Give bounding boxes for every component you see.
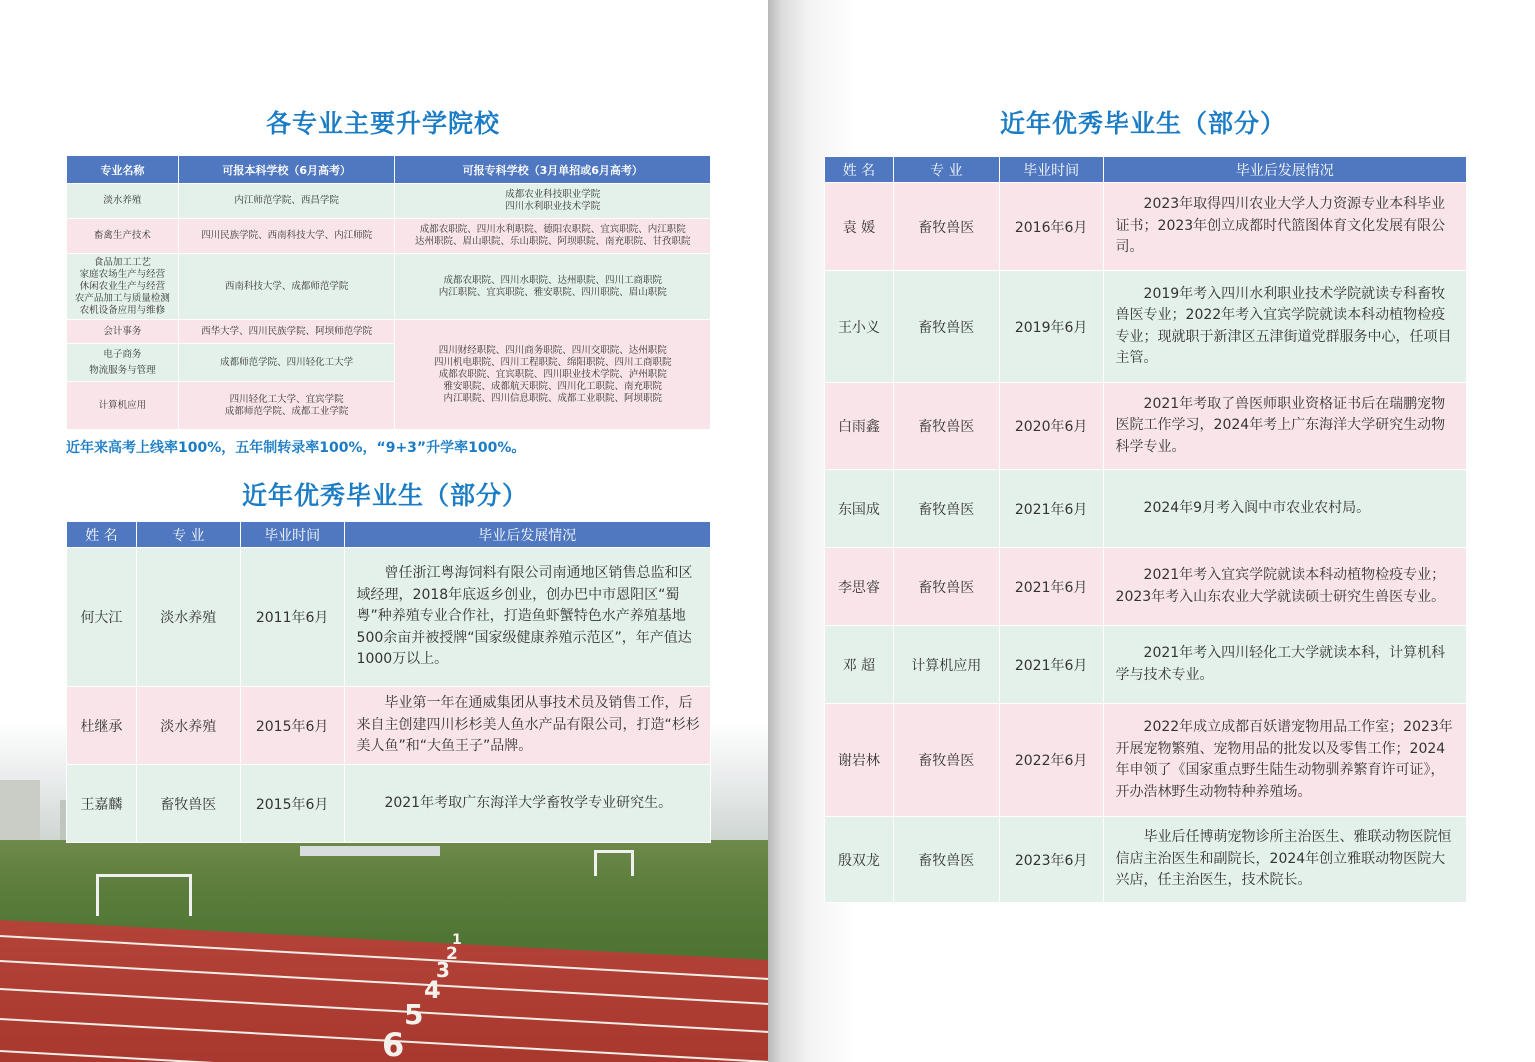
grad-major: 淡水养殖 xyxy=(136,548,240,687)
column-header: 毕业后发展情况 xyxy=(344,522,710,548)
graduates-table xyxy=(824,156,1467,903)
table-row xyxy=(825,383,1467,470)
college-cell xyxy=(395,254,711,320)
undergrad-cell: 内江师范学院、西昌学院 xyxy=(178,184,395,219)
table-row xyxy=(825,626,1467,704)
grad-major: 畜牧兽医 xyxy=(893,383,999,470)
lane-number: 4 xyxy=(424,976,441,1004)
cell-line: 农产品加工与质量检测 xyxy=(74,292,170,304)
column-header: 可报专科学校（3月单招或6月高考） xyxy=(395,156,711,184)
cell-line: 成都师范学院、成都工业学院 xyxy=(224,405,349,417)
major-cell: 淡水养殖 xyxy=(67,184,179,219)
background-building xyxy=(0,780,40,840)
undergrad-cell: 西南科技大学、成都师范学院 xyxy=(178,254,395,320)
table-row xyxy=(825,183,1467,271)
table-row xyxy=(825,548,1467,626)
grad-description: 2021年考入宜宾学院就读本科动植物检疫专业；2023年考入山东农业大学就读硕士研究生兽医专业。 xyxy=(1103,548,1466,626)
table-header-row xyxy=(67,522,711,548)
cell-line: 成都农职院、四川水职院、达州职院、四川工商职院 xyxy=(443,274,662,286)
major-cell: 畜禽生产技术 xyxy=(67,219,179,254)
grad-description: 毕业第一年在通威集团从事技术员及销售工作，后来自主创建四川杉杉美人鱼水产品有限公司，打造“杉杉美人鱼”和“大鱼王子”品牌。 xyxy=(344,687,710,765)
column-header: 姓 名 xyxy=(825,157,894,183)
major-cell xyxy=(67,344,179,382)
grad-date: 2011年6月 xyxy=(240,548,344,687)
grad-date: 2023年6月 xyxy=(999,817,1103,903)
column-header: 专 业 xyxy=(893,157,999,183)
column-header: 专业名称 xyxy=(67,156,179,184)
grad-description: 2019年考入四川水利职业技术学院就读专科畜牧兽医专业；2022年考入宜宾学院就读本科动植物检疫专业；现就职于新津区五津街道党群服务中心，任项目主管。 xyxy=(1103,271,1466,383)
grad-description: 2023年取得四川农业大学人力资源专业本科毕业证书；2023年创立成都时代篮图体育文化发展有限公司。 xyxy=(1103,183,1466,271)
lane-number: 3 xyxy=(436,958,450,982)
grad-major: 畜牧兽医 xyxy=(893,817,999,903)
cell-line: 四川机电职院、四川工程职院、绵阳职院、四川工商职院 xyxy=(433,356,672,368)
cell-line: 四川水利职业技术学院 xyxy=(505,201,601,212)
grad-name: 邓 超 xyxy=(825,626,894,704)
column-header: 姓 名 xyxy=(67,522,137,548)
college-cell xyxy=(395,184,711,219)
grad-description: 2021年考取了兽医师职业资格证书后在瑞鹏宠物医院工作学习，2024年考上广东海洋大学研究生动物科学专业。 xyxy=(1103,383,1466,470)
cell-line: 内江职院、宜宾职院、雅安职院、四川职院、眉山职院 xyxy=(438,286,667,298)
cell-line: 成都农职院、四川水利职院、德阳农职院、宜宾职院、内江职院 xyxy=(419,224,686,235)
grad-name: 白雨鑫 xyxy=(825,383,894,470)
table-row xyxy=(825,704,1467,817)
cell-line: 成都农业科技职业学院 xyxy=(505,189,601,200)
sports-field-photo xyxy=(0,840,768,1062)
column-header: 毕业后发展情况 xyxy=(1103,157,1466,183)
soccer-goal xyxy=(594,850,634,876)
grad-date: 2015年6月 xyxy=(240,687,344,765)
soccer-goal xyxy=(96,874,192,916)
grad-date: 2020年6月 xyxy=(999,383,1103,470)
grad-major: 计算机应用 xyxy=(893,626,999,704)
grad-name: 李思睿 xyxy=(825,548,894,626)
undergrad-cell: 西华大学、四川民族学院、阿坝师范学院 xyxy=(178,320,395,344)
lane-number: 2 xyxy=(446,944,458,964)
table-row xyxy=(67,219,711,254)
grad-date: 2016年6月 xyxy=(999,183,1103,271)
grad-description: 2024年9月考入阆中市农业农村局。 xyxy=(1103,470,1466,548)
school-table xyxy=(66,155,711,430)
grad-major: 畜牧兽医 xyxy=(893,704,999,817)
column-header: 专 业 xyxy=(136,522,240,548)
cell-line: 四川财经职院、四川商务职院、四川交职院、达州职院 xyxy=(438,344,667,356)
undergrad-cell: 成都师范学院、四川轻化工大学 xyxy=(178,344,395,382)
grad-date: 2019年6月 xyxy=(999,271,1103,383)
table-row xyxy=(67,320,711,344)
grad-date: 2022年6月 xyxy=(999,704,1103,817)
cell-line: 家庭农场生产与经营 xyxy=(79,268,166,280)
grad-major: 畜牧兽医 xyxy=(893,470,999,548)
grad-description: 2022年成立成都百妖谱宠物用品工作室；2023年开展宠物繁殖、宠物用品的批发以及零售工作；2024年申领了《国家重点野生陆生动物驯养繁育许可证》，开办浩林野生动物特种养殖场。 xyxy=(1103,704,1466,817)
major-cell: 计算机应用 xyxy=(67,382,179,430)
grad-description: 曾任浙江粤海饲料有限公司南通地区销售总监和区域经理，2018年底返乡创业，创办巴中市恩阳区“蜀粤”种养殖专业合作社，打造鱼虾蟹特色水产养殖基地500余亩并被授牌“国家级健康养殖示范区”，年产值达1000万以上。 xyxy=(344,548,710,687)
graduates-title: 近年优秀毕业生（部分） xyxy=(242,481,529,510)
grad-description: 毕业后任博萌宠物诊所主治医生、雅联动物医院恒信店主治医生和副院长，2024年创立雅联动物医院大兴店，任主治医生，技术院长。 xyxy=(1103,817,1466,903)
grad-description: 2021年考取广东海洋大学畜牧学专业研究生。 xyxy=(344,765,710,843)
grad-major: 畜牧兽医 xyxy=(136,765,240,843)
graduates-title: 近年优秀毕业生（部分） xyxy=(1000,109,1287,138)
college-cell xyxy=(395,219,711,254)
grad-date: 2021年6月 xyxy=(999,626,1103,704)
lane-number: 6 xyxy=(382,1026,405,1062)
cell-line: 休闲农业生产与经营 xyxy=(79,280,166,292)
grad-date: 2021年6月 xyxy=(999,548,1103,626)
table-row xyxy=(825,817,1467,903)
table-row xyxy=(67,687,711,765)
shared-college-cell xyxy=(395,320,711,430)
table-row xyxy=(825,470,1467,548)
grad-name: 谢岩林 xyxy=(825,704,894,817)
grad-major: 畜牧兽医 xyxy=(893,183,999,271)
grad-name: 东国成 xyxy=(825,470,894,548)
table-header-row xyxy=(825,157,1467,183)
table-row xyxy=(825,271,1467,383)
admission-rate-note: 近年来高考上线率100%，五年制转录率100%，“9+3”升学率100%。 xyxy=(66,440,526,456)
cell-line: 电子商务 xyxy=(103,348,142,360)
cell-line: 达州职院、眉山职院、乐山职院、阿坝职院、南充职院、甘孜职院 xyxy=(414,236,691,247)
background-wall xyxy=(300,846,440,856)
undergrad-cell: 四川民族学院、西南科技大学、内江师院 xyxy=(178,219,395,254)
grad-name: 王嘉麟 xyxy=(67,765,137,843)
table-row xyxy=(67,765,711,843)
grad-date: 2015年6月 xyxy=(240,765,344,843)
table-row xyxy=(67,548,711,687)
grad-major: 淡水养殖 xyxy=(136,687,240,765)
cell-line: 四川轻化工大学、宜宾学院 xyxy=(229,393,344,405)
cell-line: 物流服务与管理 xyxy=(89,364,156,376)
major-cell: 会计事务 xyxy=(67,320,179,344)
grad-description: 2021年考入四川轻化工大学就读本科，计算机科学与技术专业。 xyxy=(1103,626,1466,704)
lane-number: 5 xyxy=(404,998,424,1031)
cell-line: 成都农职院、宜宾职院、四川职业技术学院、泸州职院 xyxy=(438,368,667,380)
cell-line: 内江职院、四川信息职院、成都工业职院、阿坝职院 xyxy=(443,392,662,404)
column-header: 毕业时间 xyxy=(999,157,1103,183)
grad-name: 杜继承 xyxy=(67,687,137,765)
grad-major: 畜牧兽医 xyxy=(893,548,999,626)
column-header: 可报本科学校（6月高考） xyxy=(178,156,395,184)
right-page xyxy=(768,0,1535,1062)
schools-title: 各专业主要升学院校 xyxy=(266,109,501,138)
column-header: 毕业时间 xyxy=(240,522,344,548)
cell-line: 食品加工工艺 xyxy=(93,256,151,268)
table-row xyxy=(67,254,711,320)
major-cell xyxy=(67,254,179,320)
grad-major: 畜牧兽医 xyxy=(893,271,999,383)
grad-name: 王小义 xyxy=(825,271,894,383)
lane-number: 1 xyxy=(452,932,462,948)
grad-name: 袁 媛 xyxy=(825,183,894,271)
undergrad-cell xyxy=(178,382,395,430)
graduates-table xyxy=(66,521,711,843)
grad-name: 殷双龙 xyxy=(825,817,894,903)
table-header-row xyxy=(67,156,711,184)
grad-name: 何大江 xyxy=(67,548,137,687)
grad-date: 2021年6月 xyxy=(999,470,1103,548)
cell-line: 雅安职院、成都航天职院、四川化工职院、南充职院 xyxy=(443,380,662,392)
table-row xyxy=(67,184,711,219)
cell-line: 农机设备应用与维修 xyxy=(79,304,166,316)
